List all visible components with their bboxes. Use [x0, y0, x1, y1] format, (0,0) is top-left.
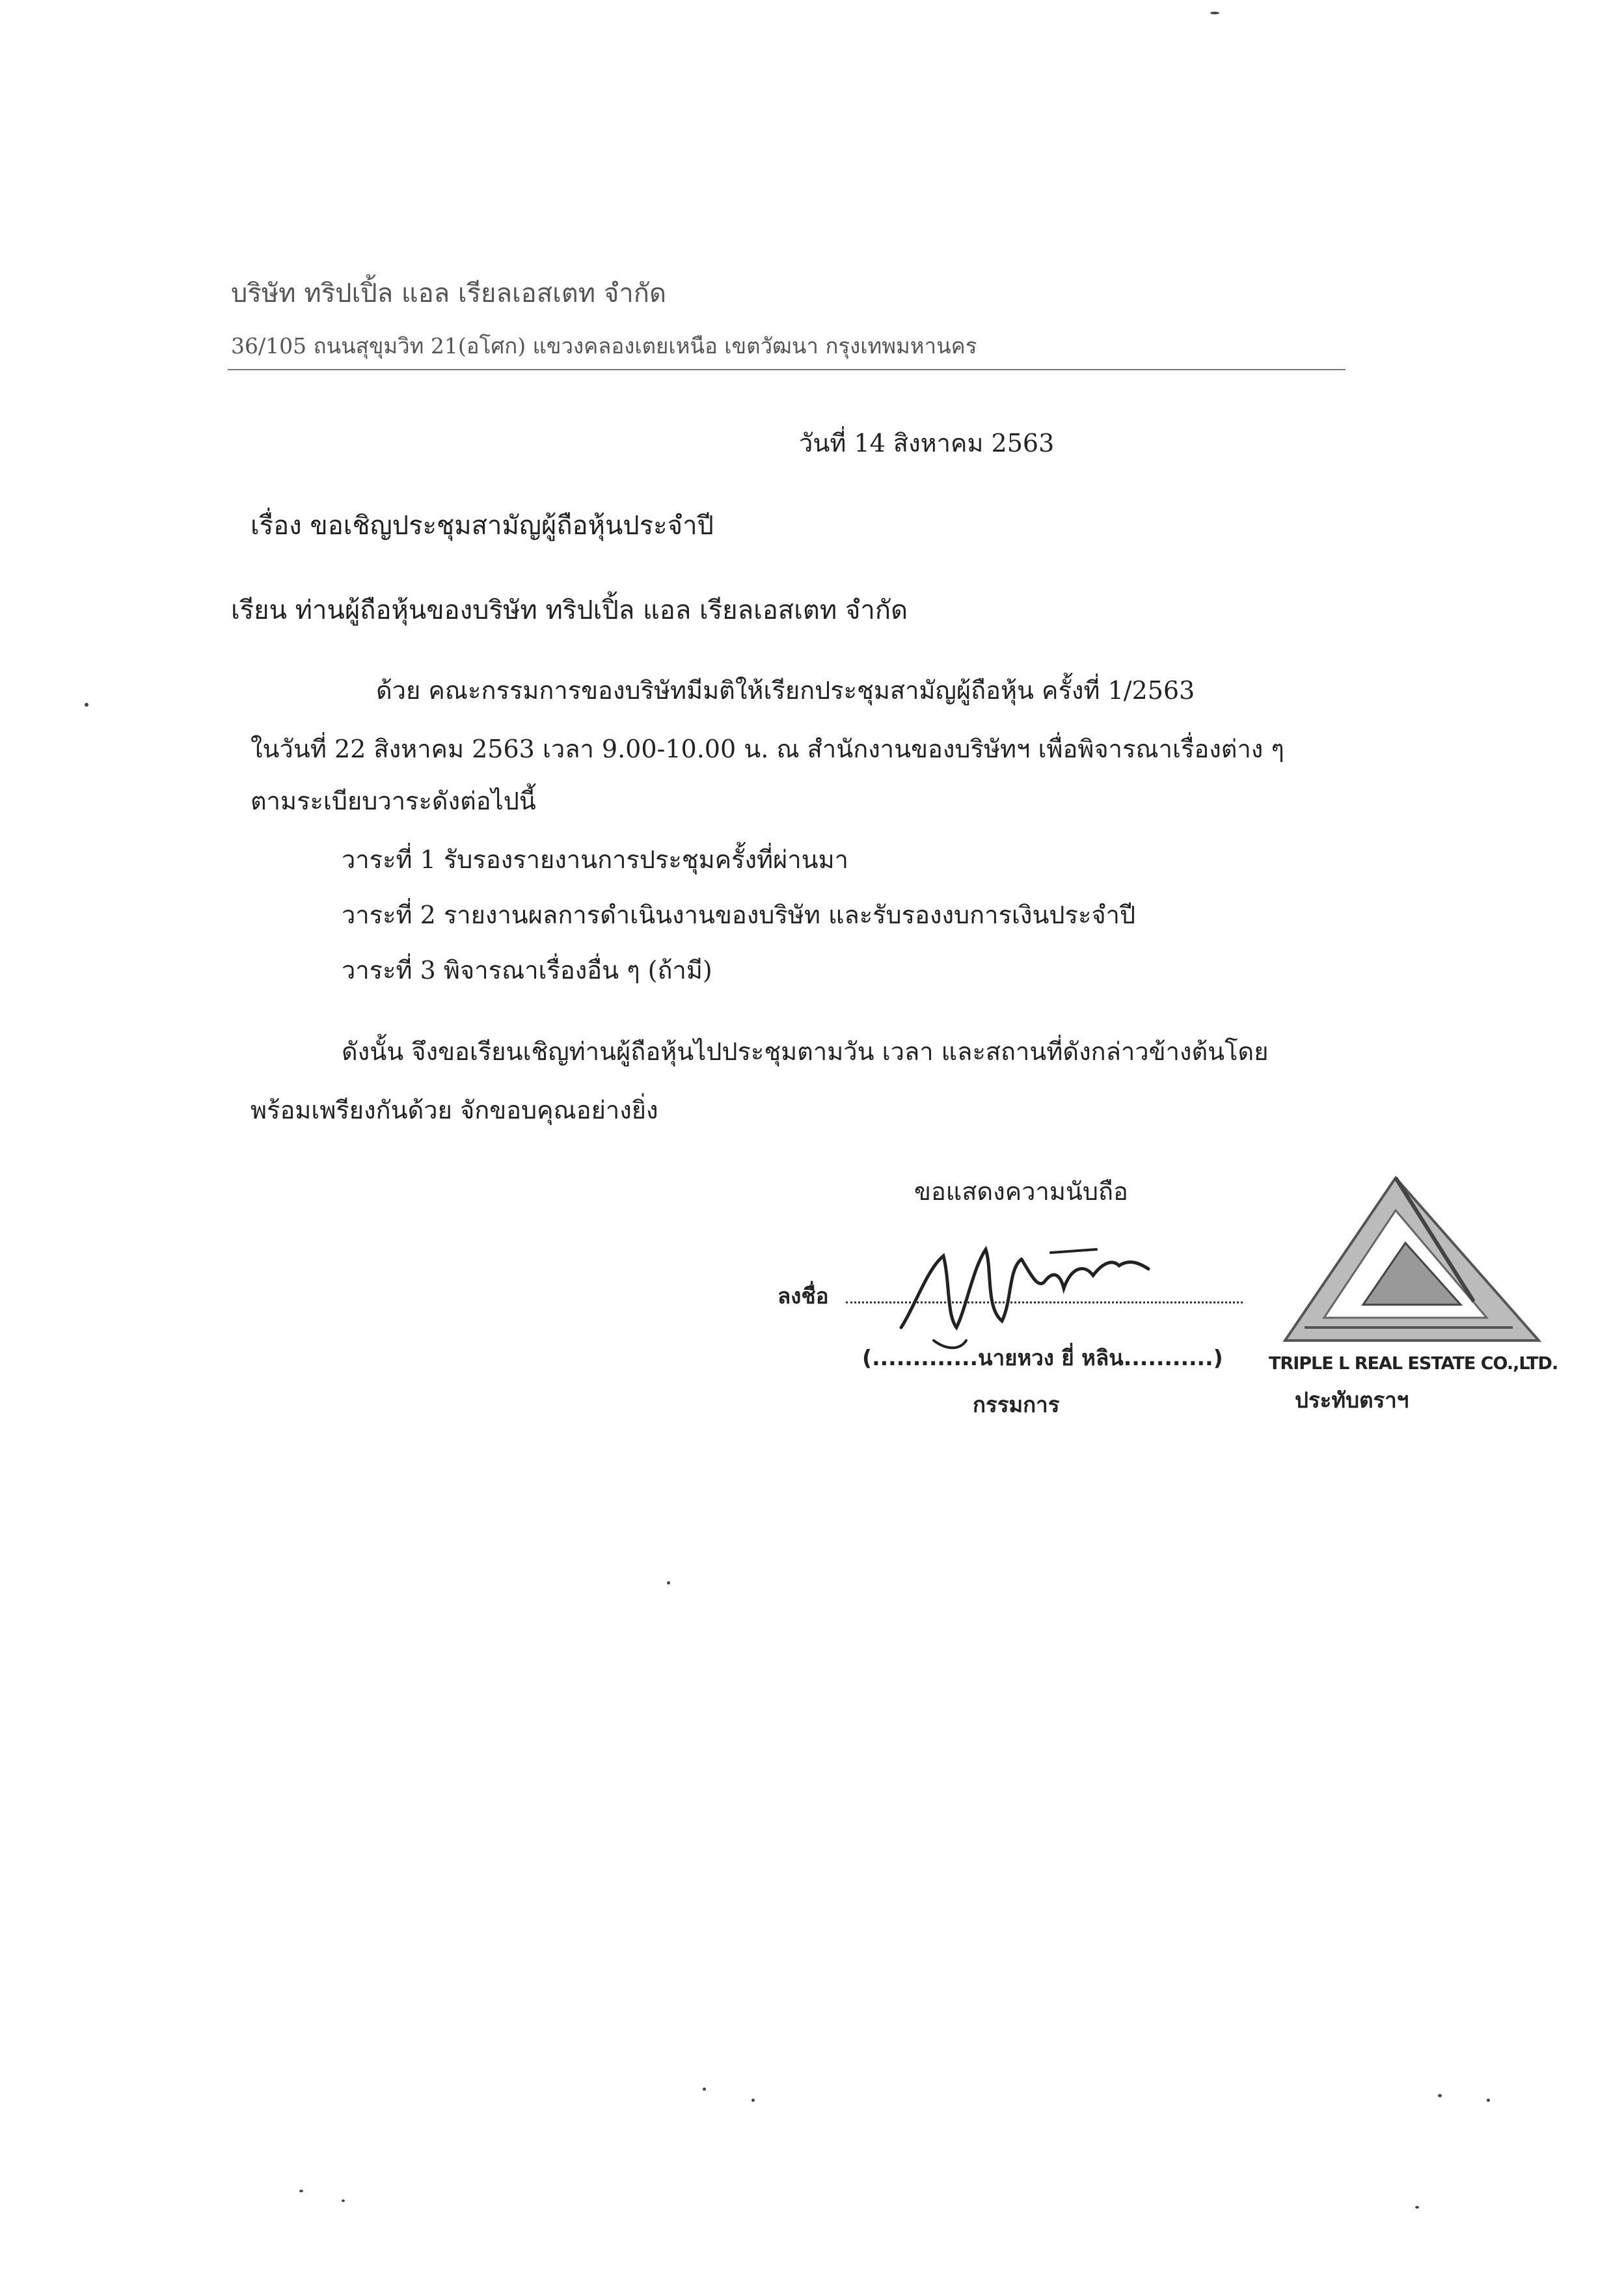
agenda-item-2: วาระที่ 2 รายงานผลการดำเนินงานของบริษัท และรับรองงบการเงินประจำปี	[342, 901, 1136, 929]
sign-label: ลงชื่อ	[778, 1283, 829, 1309]
scan-speck	[667, 1581, 670, 1585]
closing-line-1: ดังนั้น จึงขอเรียนเชิญท่านผู้ถือหุ้นไปประชุมตามวัน เวลา และสถานที่ดังกล่าวข้างต้นโดย	[342, 1037, 1269, 1066]
signer-title: กรรมการ	[973, 1392, 1060, 1417]
seal-caption: ประทับตราฯ	[1295, 1387, 1409, 1413]
scan-speck	[1210, 12, 1219, 14]
company-seal-logo-icon	[1265, 1171, 1565, 1360]
body-line-2: ในวันที่ 22 สิงหาคม 2563 เวลา 9.00-10.00 น. ณ สำนักงานของบริษัทฯ เพื่อพิจารณาเรื่องต่าง ๆ	[250, 735, 1284, 763]
seal-company-text: TRIPLE L REAL ESTATE CO.,LTD.	[1269, 1354, 1558, 1374]
body-line-1: ด้วย คณะกรรมการของบริษัทมีมติให้เรียกประชุมสามัญผู้ถือหุ้น ครั้งที่ 1/2563	[376, 676, 1195, 705]
letter-subject: เรื่อง ขอเชิญประชุมสามัญผู้ถือหุ้นประจำปี	[250, 511, 714, 541]
scan-speck	[703, 2088, 706, 2091]
scan-speck	[1438, 2094, 1442, 2097]
respect-line: ขอแสดงความนับถือ	[914, 1177, 1128, 1206]
signer-name: (.............นายหวง ยี่ หลิน...........)	[862, 1345, 1223, 1370]
letter-date: วันที่ 14 สิงหาคม 2563	[799, 429, 1055, 457]
scan-speck	[299, 2190, 303, 2192]
agenda-item-3: วาระที่ 3 พิจารณาเรื่องอื่น ๆ (ถ้ามี)	[342, 956, 712, 985]
body-line-3: ตามระเบียบวาระดังต่อไปนี้	[250, 787, 536, 815]
scan-speck	[1487, 2099, 1490, 2102]
agenda-item-1: วาระที่ 1 รับรองรายงานการประชุมครั้งที่ผ่านมา	[342, 845, 849, 874]
letter-salutation: เรียน ท่านผู้ถือหุ้นของบริษัท ทริปเปิ้ล แอล เรียลเอสเตท จำกัด	[231, 595, 908, 625]
scan-speck	[751, 2099, 755, 2102]
company-address: 36/105 ถนนสุขุมวิท 21(อโศก) แขวงคลองเตยเหนือ เขตวัฒนา กรุงเทพมหานคร	[231, 333, 977, 359]
closing-line-2: พร้อมเพรียงกันด้วย จักขอบคุณอย่างยิ่ง	[250, 1096, 658, 1124]
header-divider	[228, 369, 1346, 370]
handwritten-signature	[888, 1230, 1161, 1354]
scan-speck	[85, 703, 88, 707]
scan-speck	[1415, 2206, 1419, 2209]
scan-speck	[342, 2199, 345, 2202]
company-name: บริษัท ทริปเปิ้ล แอล เรียลเอสเตท จำกัด	[231, 279, 666, 308]
